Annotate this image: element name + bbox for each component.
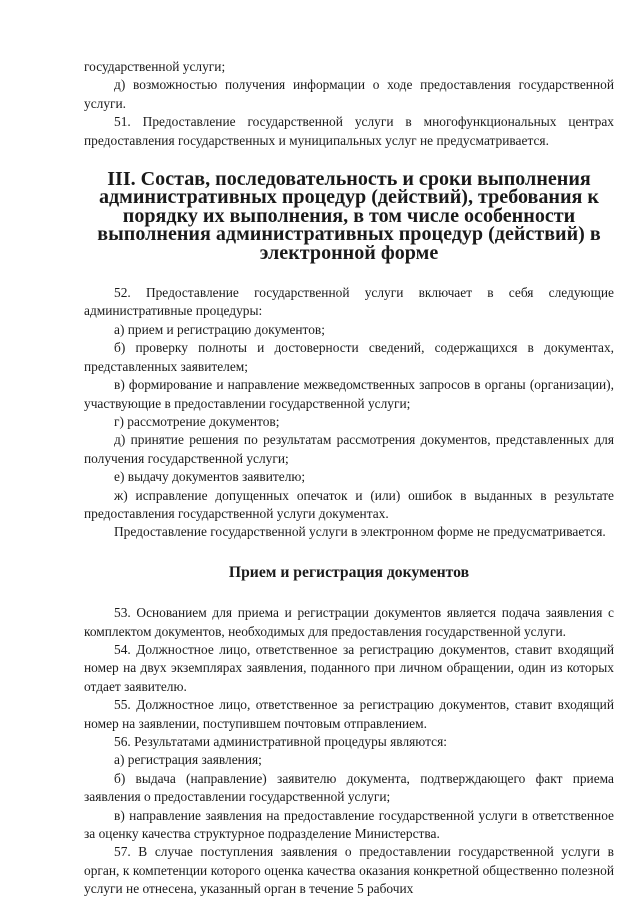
intro-paragraph-2: 51. Предоставление государственной услуги в многофункциональных центрах предоставления государственных и муниципальных услуг не предусматривается.: [84, 114, 614, 148]
list-item-g: г) рассмотрение документов;: [114, 413, 280, 429]
list-item-d: д) принятие решения по результатам рассмотрения документов, представленных для получения государственной услуги;: [84, 432, 614, 466]
list-item-e: е) выдачу документов заявителю;: [114, 469, 306, 485]
result-item-a: а) регистрация заявления;: [114, 752, 262, 768]
list-item-a: а) прием и регистрацию документов;: [114, 321, 325, 337]
paragraph-54: 54. Должностное лицо, ответственное за регистрацию документов, ставит входящий номер на двух экземплярах заявления, поданного при личном обращении, один из которых отдает заявителю.: [84, 641, 614, 694]
intro-paragraph-0: государственной услуги;: [84, 59, 226, 74]
section-3-heading: III. Состав, последовательность и сроки выполнения административных процедур (действий), требования к порядку их выполнения, в том числе особенности выполнения административных процедур (действий) в электронной форме: [97, 168, 601, 264]
paragraph-52: 52. Предоставление государственной услуги включает в себя следующие административные процедуры:: [84, 285, 614, 319]
section-3: [84, 170, 614, 542]
list-item-b: б) проверку полноты и достоверности сведений, содержащихся в документах, представленных заявителем;: [84, 340, 614, 374]
paragraph-57: 57. В случае поступления заявления о предоставлении государственной услуги в орган, к компетенции которого оценка качества оказания конкретной общественно полезной услуги не отнесена, указанный орган в течение 5 рабочих: [84, 844, 614, 897]
document-page: [84, 58, 614, 899]
reception-section: [84, 564, 614, 899]
list-item-zh: ж) исправление допущенных опечаток и (или) ошибок в выданных в результате предоставления государственной услуги документах.: [84, 487, 614, 521]
result-item-v: в) направление заявления на предоставление государственной услуги в ответственное за оценку качества структурное подразделение Министерства.: [84, 807, 614, 842]
paragraph-53: 53. Основанием для приема и регистрации документов является подача заявления с комплектом документов, необходимых для предоставления государственной услуги.: [84, 605, 614, 639]
intro-block: [84, 58, 614, 150]
paragraph-56: 56. Результатами административной процедуры являются:: [114, 734, 447, 749]
paragraph-55: 55. Должностное лицо, ответственное за регистрацию документов, ставит входящий номер на заявлении, поступившем почтовым отправлением.: [84, 697, 614, 731]
list-item-v: в) формирование и направление межведомственных запросов в органы (организации), участвующие в предоставлении государственной услуги;: [84, 377, 614, 411]
reception-heading: Прием и регистрация документов: [228, 563, 470, 581]
electronic-form-note: Предоставление государственной услуги в электронном форме не предусматривается.: [114, 524, 606, 540]
intro-paragraph-1: д) возможностью получения информации о ходе предоставления государственной услуги.: [84, 77, 614, 111]
result-item-b: б) выдача (направление) заявителю документа, подтверждающего факт приема заявления о предоставлении государственной услуги;: [84, 770, 614, 805]
